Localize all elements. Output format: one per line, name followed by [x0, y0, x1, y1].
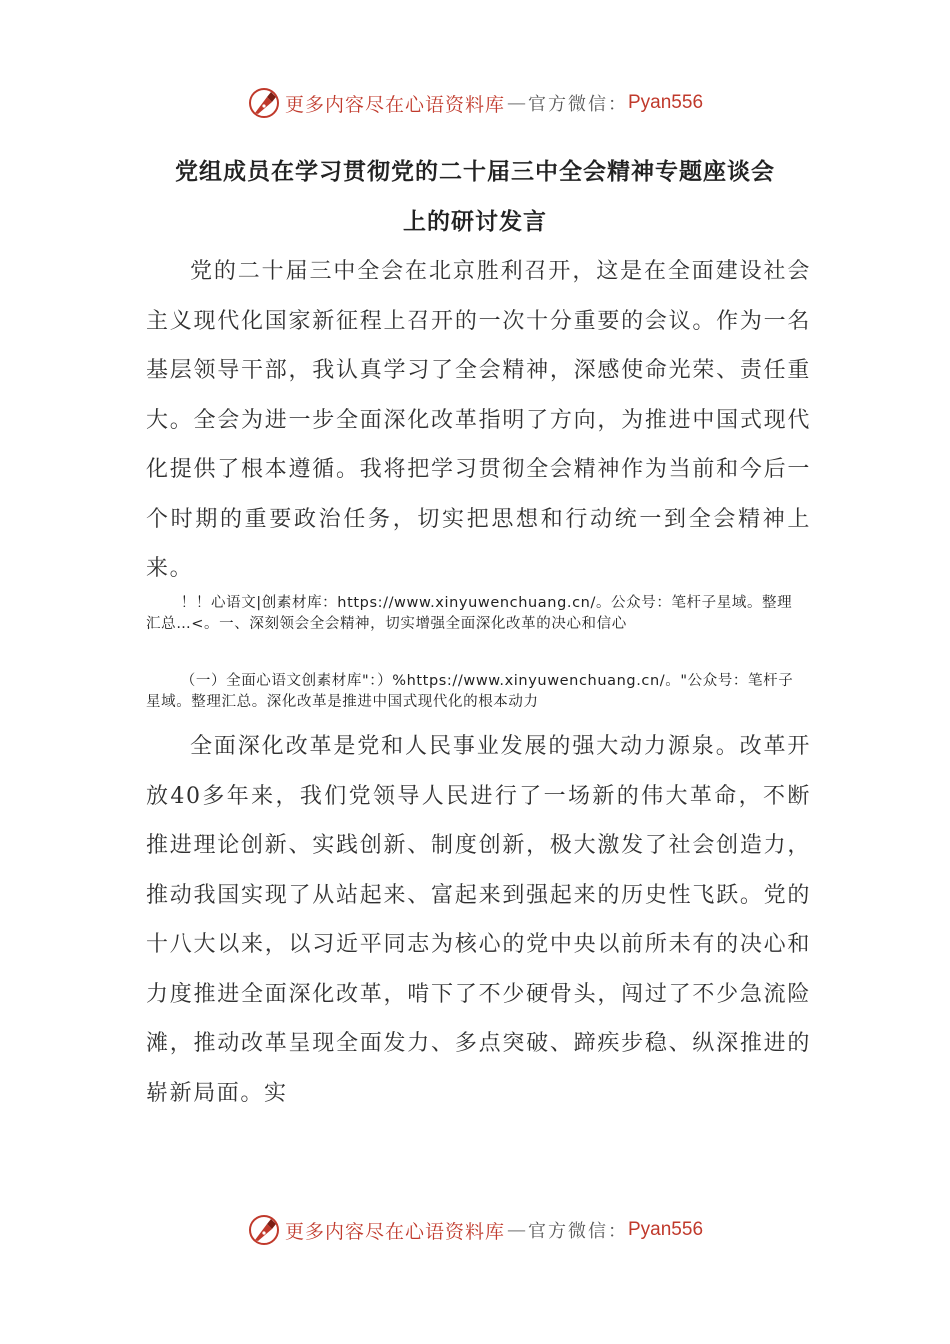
body-paragraph-1: 党的二十届三中全会在北京胜利召开，这是在全面建设社会主义现代化国家新征程上召开的一次十分重要的会议。作为一名基层领导干部，我认真学习了全会精神，深感使命光荣、责任重大。全会为进一步全面深化改革指明了方向，为推进中国式现代化提供了根本遵循。我将把学习贯彻全会精神作为当前和今后一个时期的重要政治任务，切实把思想和行动统一到全会精神上来。 — [146, 259, 811, 581]
banner-dash: — — [507, 1219, 526, 1241]
body-paragraph-2: 全面深化改革是党和人民事业发展的强大动力源泉。改革开放40多年来，我们党领导人民进行了一场新的伟大革命，不断推进理论创新、实践创新、制度创新，极大激发了社会创造力，推动我国实现了从站起来、富起来到强起来的历史性飞跃。党的十八大以来，以习近平同志为核心的党中央以前所未有的决心和力度推进全面深化改革，啃下了不少硬骨头，闯过了不少急流险滩，推动改革呈现全面发力、多点突破、蹄疾步稳、纵深推进的崭新局面。实 — [146, 734, 811, 1106]
banner-text: 更多内容尽在心语资料库 — [284, 93, 505, 116]
watermark-note-1: ！！心语文|创素材库：https://www.xinyuwenchuang.cn/。公众号：笔杆子星域。整理汇总…<。一、深刻领会全会精神，切实增强全面深化改革的决心和信心 — [146, 595, 793, 632]
document-title-line2: 上的研讨发言 — [403, 209, 547, 235]
footer-banner — [0, 1210, 950, 1250]
pen-nib-logo-icon — [247, 86, 281, 120]
banner-wechat-label: 官方微信： — [528, 1221, 628, 1242]
document-title-line1: 党组成员在学习贯彻党的二十届三中全会精神专题座谈会 — [175, 159, 775, 185]
watermark-note-2: （一）全面心语文创素材库"：）%https://www.xinyuwenchuang.cn/。"公众号：笔杆子星域。整理汇总。深化改革是推进中国式现代化的根本动力 — [146, 673, 794, 710]
banner-wechat-label: 官方微信： — [528, 94, 628, 115]
banner-wechat-id: Pyan556 — [628, 92, 704, 113]
banner-dash: — — [507, 92, 526, 114]
pen-nib-logo-icon — [247, 1213, 281, 1247]
header-banner — [0, 83, 950, 123]
banner-text: 更多内容尽在心语资料库 — [284, 1220, 505, 1243]
banner-wechat-id: Pyan556 — [628, 1219, 704, 1240]
